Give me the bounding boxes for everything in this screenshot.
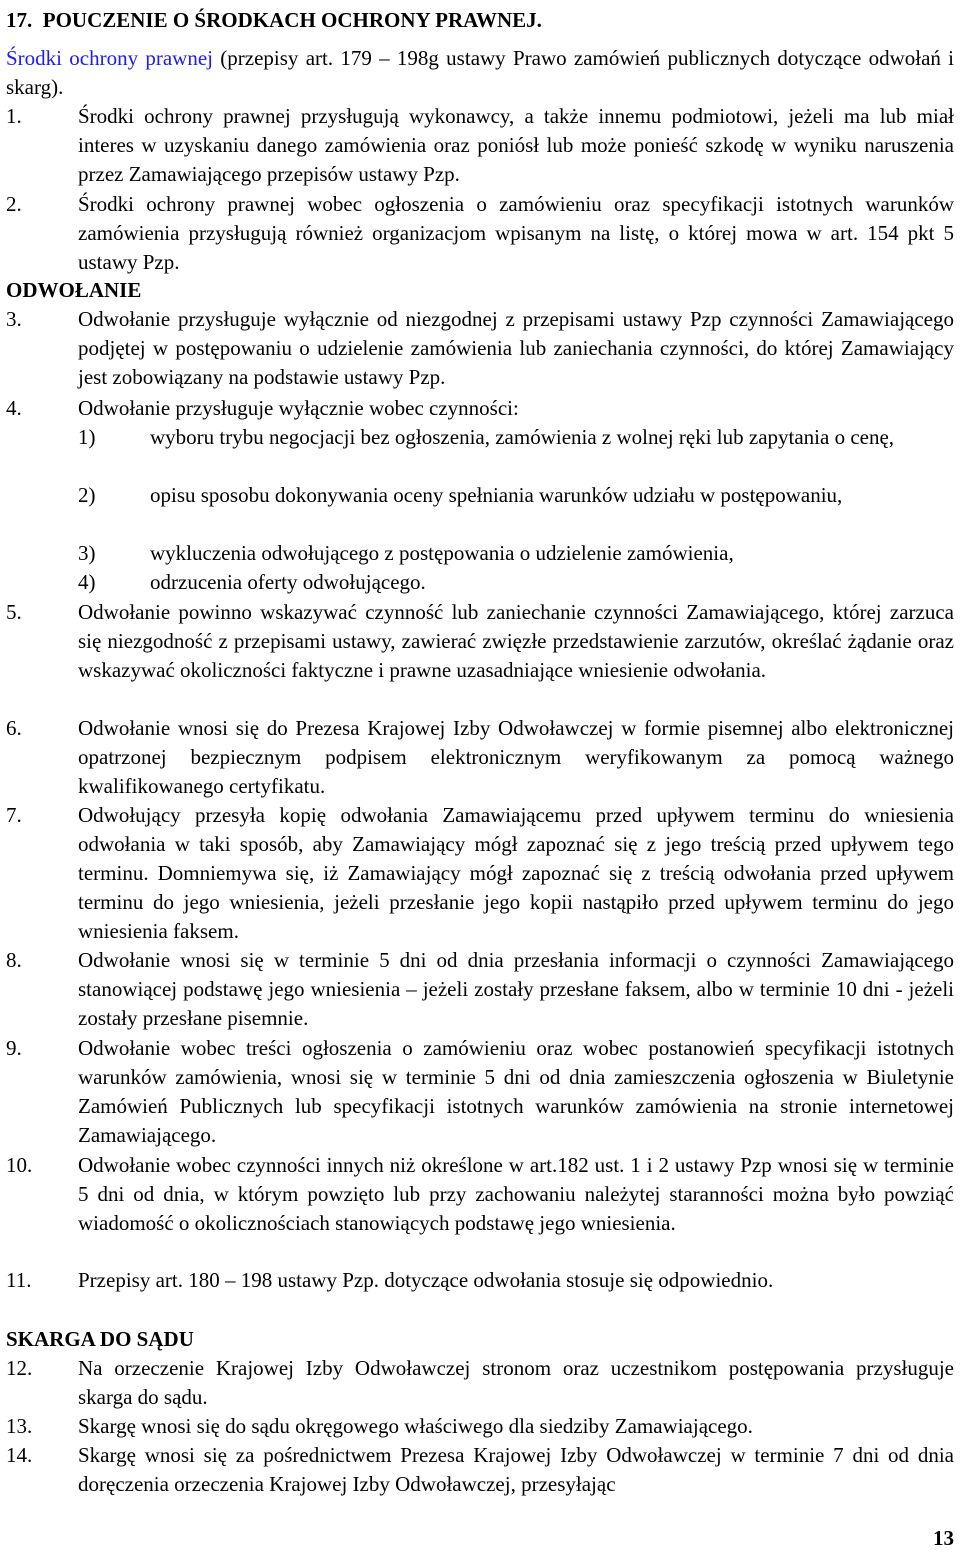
item-text: Odwołanie przysługuje wyłącznie od niezgodnej z przepisami ustawy Pzp czynności Zamawiającego podjętej w postępowaniu o udzielenie zamówienia lub zaniechania czynności, do której Zamawiający jest zobowiązany na podstawie ustawy Pzp. <box>78 307 954 389</box>
sub-item-number: 3) <box>78 541 96 565</box>
item-text: Skargę wnosi się za pośrednictwem Prezesa Krajowej Izby Odwoławczej w terminie 7 dni od dnia doręczenia orzeczenia Krajowej Izby Odwoławczej, przesyłając <box>78 1443 954 1496</box>
list-item <box>6 1151 954 1238</box>
item-number: 14. <box>6 1443 33 1467</box>
item-text: Odwołanie wnosi się do Prezesa Krajowej Izby Odwoławczej w formie pisemnej albo elektronicznej opatrzonej bezpiecznym podpisem elektronicznym weryfikowanym za pomocą ważnego kwalifikowanego certyfikatu. <box>78 716 954 798</box>
page-number: 13 <box>933 1526 954 1550</box>
list-item <box>6 714 954 801</box>
item-number: 13. <box>6 1414 33 1438</box>
item-text: Odwołanie wobec czynności innych niż określone w art.182 ust. 1 i 2 ustawy Pzp wnosi się w terminie 5 dni od dnia, w którym powzięto lub przy zachowaniu należytej staranności można było powziąć wiadomość o okolicznościach stanowiących podstawę jego wniesienia. <box>78 1153 954 1235</box>
list-item <box>6 1354 954 1412</box>
item-number: 12. <box>6 1356 33 1380</box>
item-number: 3. <box>6 307 22 331</box>
list-item <box>6 598 954 685</box>
list-item <box>6 1034 954 1150</box>
item-number: 4. <box>6 396 22 420</box>
heading-skarga: SKARGA DO SĄDU <box>6 1327 194 1351</box>
item-text: Skargę wnosi się do sądu okręgowego właściwego dla siedziby Zamawiającego. <box>78 1414 753 1438</box>
intro-paragraph <box>6 44 954 102</box>
item-text: Odwołanie wobec treści ogłoszenia o zamówieniu oraz wobec postanowień specyfikacji istotnych warunków zamówienia, wnosi się w terminie 5 dni od dnia zamieszczenia ogłoszenia w Biuletynie Zamówień Publicznych lub specyfikacji istotnych warunków zamówienia na stronie internetowej Zamawiającego. <box>78 1036 954 1147</box>
list-item <box>6 801 954 946</box>
sub-item-text: opisu sposobu dokonywania oceny spełniania warunków udziału w postępowaniu, <box>150 483 843 507</box>
sub-item <box>78 481 954 510</box>
item-text: Odwołanie wnosi się w terminie 5 dni od dnia przesłania informacji o czynności Zamawiającego stanowiącej podstawę jego wniesienia – jeżeli zostały przesłane faksem, albo w terminie 10 dni - jeżeli zostały przesłane pisemnie. <box>78 948 954 1030</box>
item-text: Odwołujący przesyła kopię odwołania Zamawiającemu przed upływem terminu do wniesienia odwołania w taki sposób, aby Zamawiający mógł zapoznać się z jego treścią przed upływem tego terminu. Domniemywa się, iż Zamawiający mógł zapoznać się z treścią odwołania przed upływem terminu do jego wniesienia, jeżeli przesłanie jego kopii nastąpiło przed upływem terminu do jego wniesienia faksem. <box>78 803 954 943</box>
sub-item <box>78 539 954 568</box>
item-number: 11. <box>6 1268 32 1292</box>
intro-emphasis: Środki ochrony prawnej <box>6 46 214 70</box>
list-item <box>6 1441 954 1499</box>
sub-item <box>78 423 954 452</box>
item-number: 5. <box>6 600 22 624</box>
item-text: Odwołanie przysługuje wyłącznie wobec czynności: <box>78 396 519 420</box>
list-item <box>6 394 954 423</box>
intro-text: (przepisy art. 179 – 198g ustawy Prawo zamówień publicznych dotyczące odwołań i skarg). <box>6 46 954 99</box>
item-number: 9. <box>6 1036 22 1060</box>
item-text: Środki ochrony prawnej przysługują wykonawcy, a także innemu podmiotowi, jeżeli ma lub miał interes w uzyskaniu danego zamówienia oraz poniósł lub może ponieść szkodę w wyniku naruszenia przez Zamawiającego przepisów ustawy Pzp. <box>78 104 954 186</box>
list-item <box>6 1412 954 1441</box>
sub-item-text: odrzucenia oferty odwołującego. <box>150 570 426 594</box>
sub-item-number: 4) <box>78 570 96 594</box>
item-number: 7. <box>6 803 22 827</box>
item-text: Przepisy art. 180 – 198 ustawy Pzp. dotyczące odwołania stosuje się odpowiednio. <box>78 1268 774 1292</box>
list-item <box>6 946 954 1033</box>
sub-item-text: wyboru trybu negocjacji bez ogłoszenia, zamówienia z wolnej ręki lub zapytania o cenę, <box>150 425 895 449</box>
heading-odwolanie: ODWOŁANIE <box>6 278 142 302</box>
list-item <box>6 1266 954 1295</box>
sub-item-number: 1) <box>78 425 96 449</box>
item-number: 8. <box>6 948 22 972</box>
item-number: 2. <box>6 192 22 216</box>
section-title: 17. POUCZENIE O ŚRODKACH OCHRONY PRAWNEJ. <box>6 8 542 32</box>
item-number: 6. <box>6 716 22 740</box>
item-text: Na orzeczenie Krajowej Izby Odwoławczej stronom oraz uczestnikom postępowania przysługuje skarga do sądu. <box>78 1356 954 1409</box>
sub-item <box>78 568 954 597</box>
sub-item-number: 2) <box>78 483 96 507</box>
sub-item-text: wykluczenia odwołującego z postępowania o udzielenie zamówienia, <box>150 541 734 565</box>
item-number: 10. <box>6 1153 33 1177</box>
list-item <box>6 102 954 189</box>
list-item <box>6 305 954 392</box>
item-number: 1. <box>6 104 22 128</box>
list-item <box>6 190 954 277</box>
item-text: Środki ochrony prawnej wobec ogłoszenia o zamówieniu oraz specyfikacji istotnych warunków zamówienia przysługują również organizacjom wpisanym na listę, o której mowa w art. 154 pkt 5 ustawy Pzp. <box>78 192 954 274</box>
item-text: Odwołanie powinno wskazywać czynność lub zaniechanie czynności Zamawiającego, której zarzuca się niezgodność z przepisami ustawy, zawierać zwięzłe przedstawienie zarzutów, określać żądanie oraz wskazywać okoliczności faktyczne i prawne uzasadniające wniesienie odwołania. <box>78 600 954 682</box>
